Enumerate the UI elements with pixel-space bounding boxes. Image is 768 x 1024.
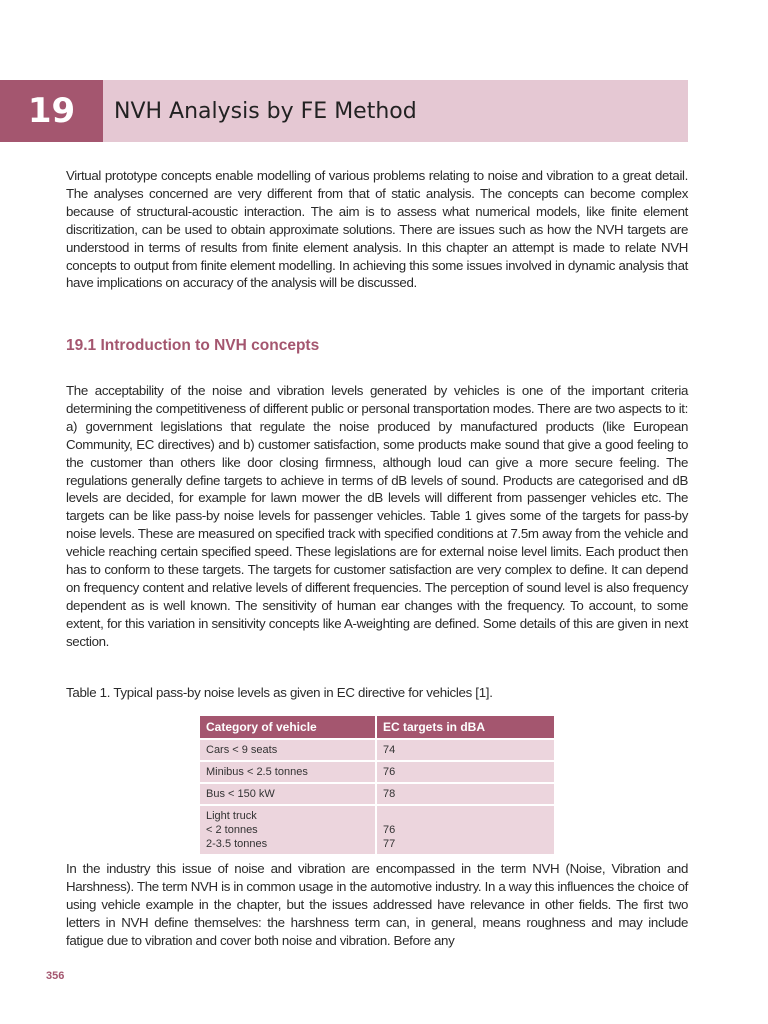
table-cell-target: 78 <box>376 783 554 805</box>
category-line: Light truck <box>206 810 257 822</box>
chapter-title: NVH Analysis by FE Method <box>114 99 417 124</box>
table-header-row <box>200 716 554 739</box>
target-line: 77 <box>383 838 396 850</box>
table-row <box>200 739 554 761</box>
section-heading: 19.1 Introduction to NVH concepts <box>66 337 320 354</box>
category-line: < 2 tonnes <box>206 824 258 836</box>
table-cell-target: 74 <box>376 739 554 761</box>
page-number: 356 <box>46 970 65 982</box>
table-row <box>200 783 554 805</box>
table-caption: Table 1. Typical pass-by noise levels as given in EC directive for vehicles [1]. <box>66 685 493 700</box>
pass-by-noise-table <box>200 716 554 854</box>
table-row <box>200 805 554 854</box>
table-cell-target: 76 <box>376 761 554 783</box>
table-header-target: EC targets in dBA <box>376 716 554 739</box>
section-paragraph-2: In the industry this issue of noise and vibration are encompassed in the term NVH (Noise, Vibration and Harshness). The term NVH is in common usage in the automotive industry. In a way this influences the choice of using vehicle example in the chapter, but the issues addressed have relevance in other fields. The first two letters in NVH define themselves: the harshness term can, in general, means roughness and may include fatigue due to vibration and cover both noise and vibration. Before any <box>66 861 688 948</box>
table-header-category: Category of vehicle <box>200 716 376 739</box>
intro-paragraph: Virtual prototype concepts enable modelling of various problems relating to noise and vibration to a great detail. The analyses concerned are very different from that of static analysis. The concepts can become complex because of structural-acoustic interaction. The aim is to assess what numerical models, like finite element discritization, can be used to obtain approximate solutions. There are issues such as how the NVH targets are understood in terms of results from finite element analysis. In this chapter an attempt is made to relate NVH concepts to output from finite element modelling. In achieving this some issues involved in dynamic analysis that have implications on accuracy of the analysis will be discussed. <box>66 168 688 291</box>
table-cell-category: Minibus < 2.5 tonnes <box>200 761 376 783</box>
table-cell-target <box>376 805 554 854</box>
category-line: 2-3.5 tonnes <box>206 838 268 850</box>
table-row <box>200 761 554 783</box>
target-line: 76 <box>383 824 396 836</box>
section-paragraph-1: The acceptability of the noise and vibration levels generated by vehicles is one of the important criteria determining the competitiveness of different public or personal transportation modes. There are two aspects to it: a) government legislations that regulate the noise produced by manufactured products (like European Community, EC directives) and b) customer satisfaction, some products make sound that give a good feeling to the customer than others like door closing firmness, although loud can give a more secure feeling. The regulations generally define targets to achieve in terms of dB levels of sound. Products are categorised and dB levels are decided, for example for lawn mower the dB levels will different from passenger vehicles etc. The targets can be like pass-by noise levels for passenger vehicles. Table 1 gives some of the targets for pass-by noise levels. These are measured on specified track with specified conditions at 7.5m away from the vehicle and vehicle reaching certain specified speed. These legislations are for external noise level limits. Each product then has to conform to these targets. The targets for customer satisfaction are very complex to define. It can depend on frequency content and relative levels of different frequencies. The perception of sound level is also frequency dependent as is well known. The sensitivity of human ear changes with the frequency. To account, to some extent, for this variation in sensitivity concepts like A-weighting are defined. Some details of this are given in next section. <box>66 383 688 649</box>
table-cell-category: Cars < 9 seats <box>200 739 376 761</box>
chapter-number: 19 <box>0 80 103 142</box>
table-cell-category <box>200 805 376 854</box>
table-cell-category: Bus < 150 kW <box>200 783 376 805</box>
chapter-header-band <box>0 80 688 142</box>
